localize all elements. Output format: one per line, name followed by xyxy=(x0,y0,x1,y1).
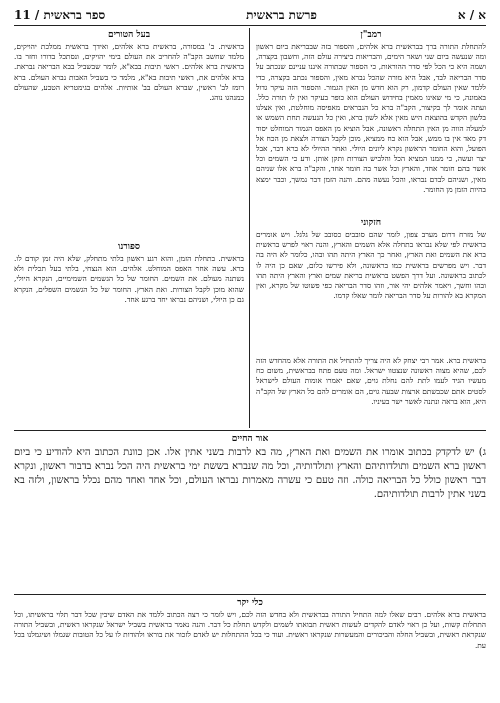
rashi-column xyxy=(256,356,486,428)
ramban-column xyxy=(256,28,486,216)
or-hachaim-text: ג) יש לדקדק בכתוב אומרו את השמים ואת הארץ, מה בא לרבות בשני אתין אלו. אכן כוונת הכתוב היא להודיע כי ביום ראשון ברא השמים ותולדותיהם והארץ ותולדותיה, וכל מה שנברא בששת ימי בראשית היה הכל נברא בדבור ראשון, ונקרא דבר ראשון כולל כל הבריאה כולה. וזה טעם כי עשרה מאמרות נבראו העולם, וכל אחד ואחד מהם נכלל בראשון, ולזה בא בשני אתין לרבות תולדותיהם. xyxy=(14,447,486,500)
or-hachaim-section xyxy=(14,432,486,592)
or-hachaim-title: אור החיים xyxy=(231,434,269,444)
ramban-text: להתחלת התורה ברך בבראשית ברא אלהים, והספור בזה שבבריאת ביום ראשון ומה שנעשה ביום שני ושאר הימים, והבריאות ביצירה עולם הזה, וחשבון בקצרה, ושמה היא כי הכל לפי סדר ההוראות, כי הספור שבתורה איננו עניינם שנכתב על סדר הבריאה לבד, אבל היא מורה שהכל נברא מאין, והספור נכתב בקצרה, כדי ללמד שאין העולם קדמון, רק הוא חדש מן האין הגמור. והספור הזה עיקר גדול באמונה, כי מי שאינו מאמין בחידוש העולם הוא כופר בעיקר ואין לו תורה כלל. ועתה אומר לך בקיצור, הקב"ה ברא כל הנבראים מאפיסה מוחלטת, ואין אצלנו בלשון הקדש בהוצאת היש מאין אלא לשון ברא, ואין כל הנעשה תחת השמש או למעלה הווה מן האין התחלה ראשונה, אבל הוציא מן האפס הגמור המוחלט יסוד דק מאד אין בו ממש, אבל הוא כח ממציא, מוכן לקבל הצורה ולצאת מן הכח אל הפועל, והוא החומר הראשון נקרא ליונים היולי. ואחר ההיולי לא ברא דבר, אבל יצר ועשה, כי ממנו המציא הכל והלביש הצורות ותקן אותן. ודע כי השמים וכל אשר בהם חומר אחד, והארץ וכל אשר בה חומר אחד, והקב"ה ברא אלו שניהם מאין, ושניהם לבדם נבראו, והכל נעשה מהם. והנה הזמן דבר נמשך, וכבר ימצא בהיות הזמן מן החומר. xyxy=(256,42,486,194)
mid-rule xyxy=(14,430,486,431)
chizkuni-column xyxy=(256,216,486,356)
sforno-column xyxy=(14,240,244,428)
header-rule xyxy=(14,25,486,26)
baal-haturim-text: בראשית. ב' במסורה, בראשית ברא אלהים, ואידך בראשית ממלכת יהויקים, מלמד שחשב הקב"ה להחריב את העולם בימי יהויקים, ונסתכל בדורו וחזר בו. בראשית ברא אלהים. ראשי תיבות בבא"א, לומר שבשביל בבא הבריאה נבראת. ברא אלהים את, ראשי תיבות בא"א, מלמד כי בשביל האבות נברא העולם. ברא רומז לב' ראשין, שברא העולם בב' אותיות. אלהים בגימטריא הטבע, שהעולם כמנהגו נוהג. xyxy=(14,42,244,103)
sforno-text: בראשית. בתחלת הזמן, והוא רגע ראשון בלתי מתחלק, שלא היה זמן קודם לו. ברא. עשה אחר האפס המוחלט. אלהים. הוא הנצחי, בלתי בעל תכלית ולא נשתנה מעולם. את השמים. החומר של כל הגשמים השמימיים, הנקרא היולי, שהוא מוכן לקבל הצורות. ואת הארץ. החומר של כל הגשמים השפלים, הנקרא גם כן היולי, ושניהם נבראו יחד ברגע אחד. xyxy=(14,254,244,304)
header-parsha: פרשת בראשית xyxy=(246,7,317,22)
lower-rule xyxy=(14,594,486,595)
kli-yakar-text: בראשית ברא אלהים. רבים שאלו למה התחיל התורה בבראשית ולא בחדש הזה לכם, ויש לומר כי רצה הכתוב ללמד את האדם שיבין שכל דבר תלוי בראשיתו, וכל התחלות קשות, ועל כן ראוי לאדם להקדים לעשות ראשית תבואתו לשמים ולקדש תחלת כל דבר. והנה נאמר בראשית בשביל ישראל שנקראו ראשית, ובשביל התורה שנקראת ראשית, ובשביל החלה והביכורים והמעשרות שנקראו ראשית. ועוד כי בכל ההתחלות יש לאדם לזכור את בוראו ולהודות לו על כל הטובות שגמלו ושיגמלנו בכל עת. xyxy=(14,610,486,650)
chizkuni-text: של מזרח דרום מערב צפון, לומר שהם סובבים כסובב של גלגל. ויש אומרים בראשית לפי שלא נבראו בתחלה אלא השמים והארץ, והנה ראוי לפרש בראשית ברא את השמים ואת הארץ, ואחר כך הארץ היתה תהו ובהו, כלומר לא היה בה דבר. ויש מפרשים בראשית כמו בראשונה, ולא פירשו כלום, שאם כן היה לו לכתוב בראשונה. ועל דרך הפשט בראשית בריאת שמים וארץ והארץ היתה תהו ובהו וחשך, ויאמר אלהים יהי אור, וזהו סדר הבריאה כפי פשוטו של מקרא, ואין המקרא בא להורות על סדר הבריאה לומר שאלו קדמו. xyxy=(256,230,486,301)
sforno-title: ספורנו xyxy=(118,242,140,252)
chizkuni-title: חזקוני xyxy=(360,218,382,228)
column-divider xyxy=(249,28,250,428)
header-book-page: ספר בראשית / 11 xyxy=(14,7,106,22)
page-header xyxy=(14,6,486,24)
ramban-title: רמב"ן xyxy=(360,30,382,40)
kli-yakar-section xyxy=(14,596,486,696)
baal-haturim-column xyxy=(14,28,244,238)
kli-yakar-title: כלי יקר xyxy=(237,598,263,608)
header-chapter-verse: א / א xyxy=(457,7,486,22)
rashi-text: בראשית ברא. אמר רבי יצחק לא היה צריך להתחיל את התורה אלא מהחדש הזה לכם, שהיא מצוה ראשונה שנצטוו ישראל. ומה טעם פתח בבראשית, משום כח מעשיו הגיד לעמו לתת להם נחלת גוים, שאם יאמרו אומות העולם לישראל לסטים אתם שכבשתם ארצות שבעה גוים, הם אומרים להם כל הארץ של הקב"ה היא, הוא בראה ונתנה לאשר ישר בעיניו. xyxy=(256,356,486,406)
baal-haturim-title: בעל הטורים xyxy=(107,30,151,40)
